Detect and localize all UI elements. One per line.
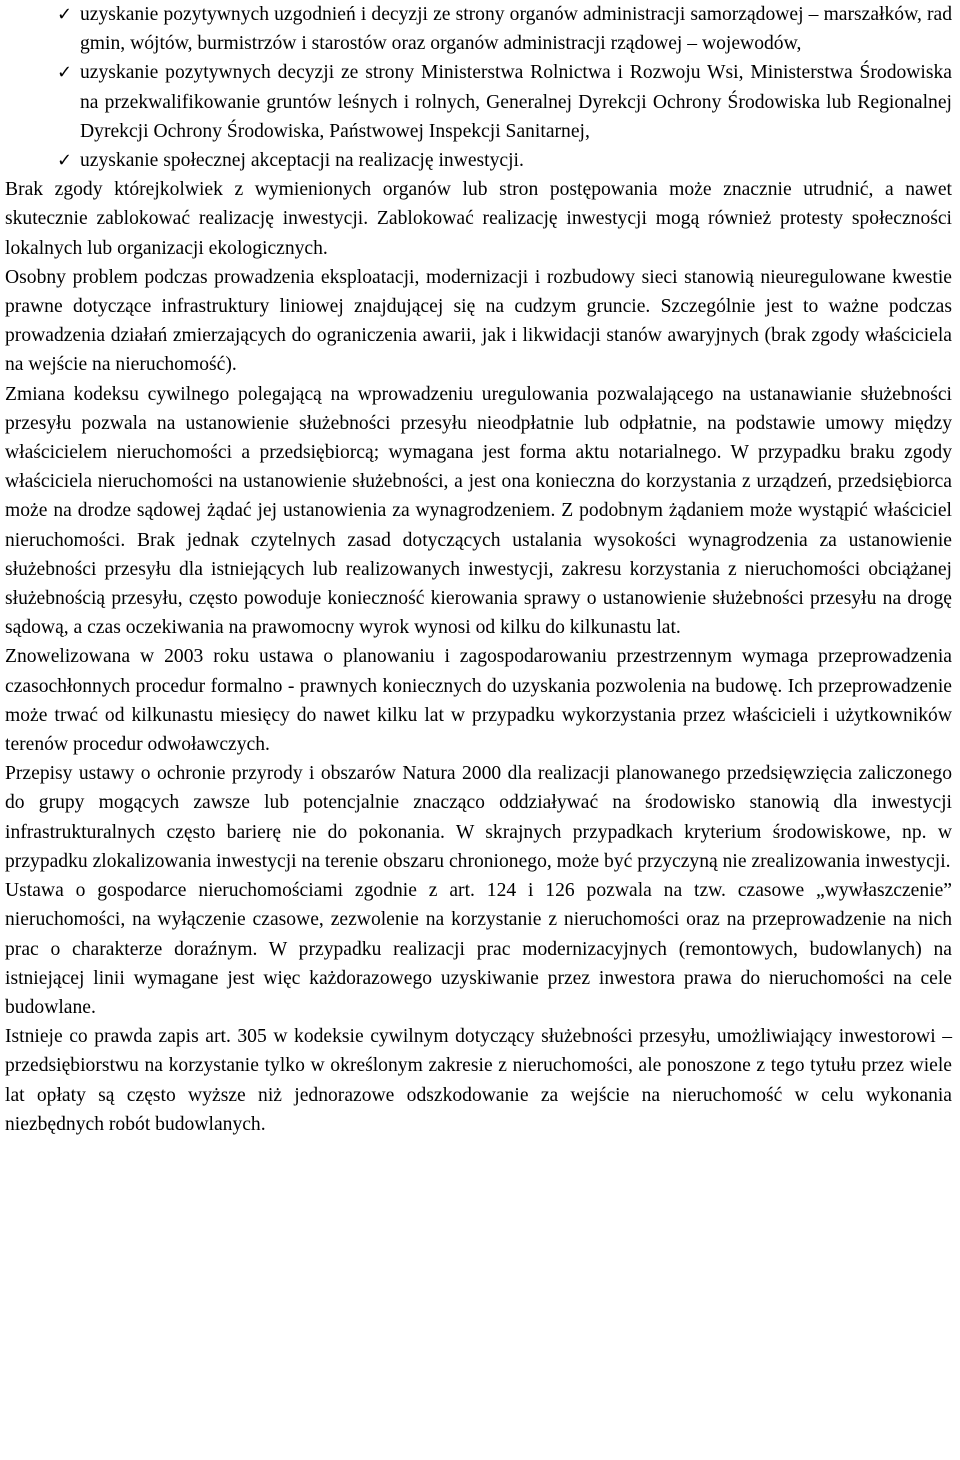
bullet-item — [5, 146, 952, 175]
paragraph: Znowelizowana w 2003 roku ustawa o planowaniu i zagospodarowaniu przestrzennym wymaga przeprowadzenia czasochłonnych procedur formalno - prawnych koniecznych do uzyskania pozwolenia na budowę. Ich przeprowadzenie może trwać od kilkunastu miesięcy do nawet kilku lat w przypadku wykorzystania przez właścicieli i użytkowników terenów procedur odwoławczych. — [5, 646, 952, 756]
bullet-list — [5, 0, 952, 175]
bullet-text: uzyskanie społecznej akceptacji na realizację inwestycji. — [80, 150, 524, 172]
bullet-item — [5, 0, 952, 58]
checkmark-icon: ✓ — [57, 62, 73, 84]
paragraph: Osobny problem podczas prowadzenia eksploatacji, modernizacji i rozbudowy sieci stanowią nieuregulowane kwestie prawne dotyczące infrastruktury liniowej znajdującej się na cudzym gruncie. Szczególnie jest to ważne podczas prowadzenia działań zmierzających do ograniczenia awarii, jak i likwidacji stanów awaryjnych (brak zgody właściciela na wejście na nieruchomość). — [5, 266, 952, 376]
paragraph: Istnieje co prawda zapis art. 305 w kodeksie cywilnym dotyczący służebności przesyłu, umożliwiający inwestorowi – przedsiębiorstwu na korzystanie tylko w określonym zakresie z nieruchomości, ale ponoszone z tego tytułu przez wiele lat opłaty są często wyższe niż jednorazowe odszkodowanie za wejście na nieruchomość w celu wykonania niezbędnych robót budowlanych. — [5, 1026, 952, 1135]
checkmark-icon: ✓ — [57, 4, 73, 25]
paragraph: Ustawa o gospodarce nieruchomościami zgodnie z art. 124 i 126 pozwala na tzw. czasowe „wywłaszczenie” nieruchomości, na wyłączenie czasowe, zezwolenie na korzystanie z nieruchomości oraz na przeprowadzenie na nich prac o charakterze doraźnym. W przypadku realizacji prac modernizacyjnych (remontowych, budowlanych) na istniejącej linii wymagane jest więc każdorazowego uzyskiwanie przez inwestora prawa do nieruchomości na cele budowlane. — [5, 880, 952, 1018]
paragraph: Brak zgody którejkolwiek z wymienionych organów lub stron postępowania może znacznie utrudnić, a nawet skutecznie zablokować realizację inwestycji. Zablokować realizację inwestycji mogą również protesty społeczności lokalnych lub organizacji ekologicznych. — [5, 179, 952, 259]
bullet-text: uzyskanie pozytywnych decyzji ze strony Ministerstwa Rolnictwa i Rozwoju Wsi, Ministerstwa Środowiska na przekwalifikowanie gruntów leśnych i rolnych, Generalnej Dyrekcji Ochrony Środowiska lub Regionalnej Dyrekcji Ochrony Środowiska, Państwowej Inspekcji Sanitarnej, — [80, 62, 952, 142]
paragraph: Zmiana kodeksu cywilnego polegającą na wprowadzeniu uregulowania pozwalającego na ustanawianie służebności przesyłu pozwala na ustanowienie służebności przesyłu nieodpłatnie lub odpłatnie, na podstawie umowy między właścicielem nieruchomości a przedsiębiorcą; wymagana jest forma aktu notarialnego. W przypadku braku zgody właściciela nieruchomości na ustanowienie służebności, a jest ona konieczna do korzystania z urządzeń, przedsiębiorca może na drodze sądowej żądać jej ustanowienia za wynagrodzeniem. Z podobnym żądaniem może wystąpić właściciel nieruchomości. Brak jednak czytelnych zasad dotyczących ustalania wysokości wynagrodzenia za ustanowienie służebności przesyłu dla istniejących lub realizowanych inwestycji, zakresu korzystania z nieruchomości obciążanej służebnością przesyłu, często powoduje konieczność kierowania sprawy o ustanowienie służebności przesyłu na drogę sądową, a czas oczekiwania na prawomocny wyrok wynosi od kilku do kilkunastu lat. — [5, 383, 952, 639]
paragraph: Przepisy ustawy o ochronie przyrody i obszarów Natura 2000 dla realizacji planowanego przedsięwzięcia zaliczonego do grupy mogących zawsze lub potencjalnie znacząco oddziaływać na środowisko stanowią dla inwestycji infrastrukturalnych często barierę nie do pokonania. W skrajnych przypadkach kryterium środowiskowe, np. w przypadku zlokalizowania inwestycji na terenie obszaru chronionego, może być przyczyną nie zrealizowania inwestycji. — [5, 763, 952, 872]
checkmark-icon: ✓ — [57, 150, 73, 172]
bullet-item — [5, 58, 952, 146]
bullet-text: uzyskanie pozytywnych uzgodnień i decyzji ze strony organów administracji samorządowej – marszałków, rad gmin, wójtów, burmistrzów i starostów oraz organów administracji rządowej – wojewodów, — [80, 4, 952, 55]
